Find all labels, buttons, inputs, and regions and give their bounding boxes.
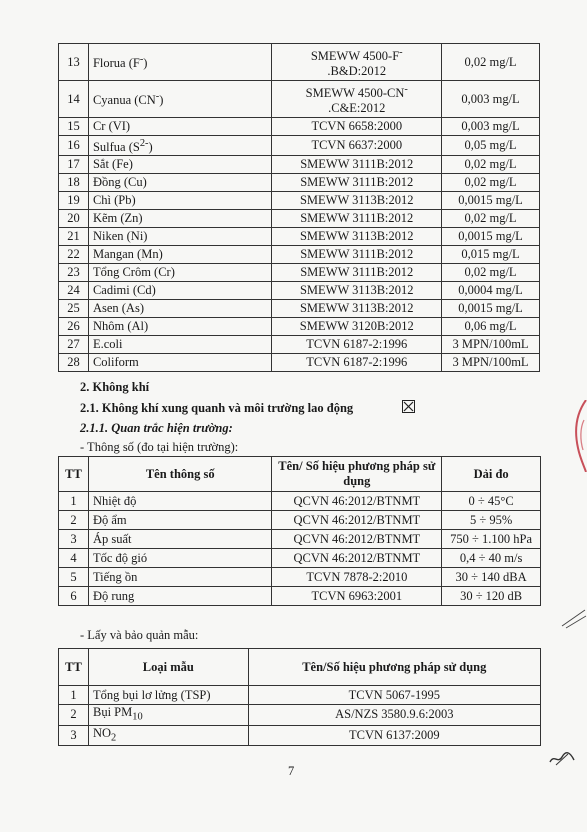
water-table-body <box>59 44 540 372</box>
sub-subsection-heading: 2.1.1. Quan trắc hiện trường: <box>80 421 233 435</box>
detection-limit: 0,0015 mg/L <box>442 300 540 318</box>
parameter-name: Tiếng ồn <box>88 568 271 587</box>
method-name: TCVN 5067-1995 <box>248 686 540 705</box>
parameter-name <box>88 246 272 264</box>
detection-limit: 0,05 mg/L <box>442 136 540 156</box>
header-range: Dải đo <box>442 457 541 492</box>
method-name: SMEWW 3113B:2012 <box>272 192 442 210</box>
method-name: SMEWW 3120B:2012 <box>272 318 442 336</box>
checked-box-icon <box>402 400 415 413</box>
parameter-text: Asen (As) <box>92 301 144 316</box>
parameter-name: Độ ẩm <box>88 511 271 530</box>
params-table-body <box>59 492 541 606</box>
measurement-range: 30 ÷ 120 dB <box>442 587 541 606</box>
sample-type-text: NO <box>92 725 112 740</box>
row-number: 26 <box>59 318 89 336</box>
row-number: 1 <box>59 686 89 705</box>
sampling-table-body <box>59 686 541 746</box>
detection-limit: 0,02 mg/L <box>442 156 540 174</box>
detection-limit: 0,0015 mg/L <box>442 192 540 210</box>
table-row <box>59 174 540 192</box>
method-name: QCVN 46:2012/BTNMT <box>272 530 442 549</box>
detection-limit: 0,02 mg/L <box>442 174 540 192</box>
method-name: TCVN 6187-2:1996 <box>272 336 442 354</box>
table-row <box>59 228 540 246</box>
method-name: TCVN 7878-2:2010 <box>272 568 442 587</box>
row-number: 20 <box>59 210 89 228</box>
parameter-text: Cadimi (Cd) <box>92 283 156 298</box>
parameter-name <box>88 118 272 136</box>
sample-type-text: Tổng bụi lơ lửng (TSP) <box>92 687 211 702</box>
row-number: 28 <box>59 354 89 372</box>
parameter-text: Coliform <box>92 355 139 370</box>
params-intro-text: - Thông số (đo tại hiện trường): <box>80 440 239 454</box>
parameter-name <box>88 136 272 156</box>
parameter-name <box>88 228 272 246</box>
header-no: TT <box>59 649 89 686</box>
row-number: 24 <box>59 282 89 300</box>
parameter-name: Tốc độ gió <box>88 549 271 568</box>
table-row <box>59 725 541 746</box>
parameter-text: E.coli <box>92 337 123 352</box>
detection-limit: 0,06 mg/L <box>442 318 540 336</box>
parameter-text: Kẽm (Zn) <box>92 211 143 226</box>
table-row <box>59 318 540 336</box>
table-row <box>59 686 541 705</box>
table-row <box>59 300 540 318</box>
parameter-text: Cr (VI) <box>92 119 131 133</box>
method-name: QCVN 46:2012/BTNMT <box>272 492 442 511</box>
table-row <box>59 354 540 372</box>
row-number: 14 <box>59 81 89 118</box>
method-name: SMEWW 3111B:2012 <box>272 210 442 228</box>
parameter-suffix: ) <box>159 93 164 108</box>
row-number: 1 <box>59 492 89 511</box>
sample-type-subscript: 10 <box>132 711 143 723</box>
row-number: 21 <box>59 228 89 246</box>
parameter-text: Niken (Ni) <box>92 229 148 244</box>
page-number: 7 <box>288 764 295 778</box>
parameter-text: Sulfua (S <box>92 140 140 155</box>
method-name: SMEWW 3113B:2012 <box>272 282 442 300</box>
detection-limit: 0,003 mg/L <box>442 118 540 136</box>
initials-signature-mark <box>548 748 576 768</box>
table-row <box>59 282 540 300</box>
table-row <box>59 549 541 568</box>
measurement-range: 750 ÷ 1.100 hPa <box>442 530 541 549</box>
method-name: SMEWW 3113B:2012 <box>272 228 442 246</box>
parameter-name <box>88 81 272 118</box>
row-number: 3 <box>59 530 89 549</box>
table-row <box>59 192 540 210</box>
parameter-name <box>88 318 272 336</box>
parameter-name <box>88 264 272 282</box>
detection-limit: 0,02 mg/L <box>442 264 540 282</box>
method-name: AS/NZS 3580.9.6:2003 <box>248 705 540 726</box>
method-name: TCVN 6658:2000 <box>272 118 442 136</box>
section-heading: 2. Không khí <box>80 380 150 394</box>
measurement-range: 0,4 ÷ 40 m/s <box>442 549 541 568</box>
method-name: TCVN 6187-2:1996 <box>272 354 442 372</box>
parameter-text: Florua (F <box>92 56 140 71</box>
sampling-methods-table <box>58 648 541 746</box>
parameter-superscript: 2- <box>139 138 149 149</box>
row-number: 6 <box>59 587 89 606</box>
row-number: 23 <box>59 264 89 282</box>
header-name: Tên thông số <box>88 457 271 492</box>
parameter-name: Áp suất <box>88 530 271 549</box>
table-row <box>59 246 540 264</box>
method-name: TCVN 6137:2009 <box>248 725 540 746</box>
method-name: QCVN 46:2012/BTNMT <box>272 511 442 530</box>
parameter-name <box>88 210 272 228</box>
parameter-superscript: - <box>155 91 160 103</box>
parameter-text: Sắt (Fe) <box>92 157 133 172</box>
table-header-row <box>59 457 541 492</box>
table-row <box>59 492 541 511</box>
parameter-text: Tổng Crôm (Cr) <box>92 265 175 280</box>
sample-type-subscript: 2 <box>111 732 117 743</box>
detection-limit: 0,0004 mg/L <box>442 282 540 300</box>
header-method: Tên/ Số hiệu phương pháp sử dụng <box>272 457 442 492</box>
row-number: 5 <box>59 568 89 587</box>
row-number: 19 <box>59 192 89 210</box>
row-number: 18 <box>59 174 89 192</box>
sample-type <box>88 725 248 746</box>
method-line1: SMEWW 4500-F <box>310 49 400 64</box>
table-row <box>59 336 540 354</box>
parameter-name <box>88 354 272 372</box>
parameter-name <box>88 300 272 318</box>
method-name: TCVN 6963:2001 <box>272 587 442 606</box>
table-row <box>59 136 540 156</box>
table-row <box>59 81 540 118</box>
row-number: 17 <box>59 156 89 174</box>
method-line2: .B&D:2012 <box>327 64 387 79</box>
detection-limit: 0,02 mg/L <box>442 44 540 81</box>
sample-type <box>88 705 248 726</box>
table-row <box>59 210 540 228</box>
detection-limit: 0,015 mg/L <box>442 246 540 264</box>
row-number: 2 <box>59 511 89 530</box>
row-number: 16 <box>59 136 89 156</box>
parameter-name <box>88 174 272 192</box>
table-row <box>59 568 541 587</box>
method-name: SMEWW 3113B:2012 <box>272 300 442 318</box>
sample-type <box>88 686 248 705</box>
table-row <box>59 264 540 282</box>
detection-limit: 0,0015 mg/L <box>442 228 540 246</box>
method-name <box>272 81 442 118</box>
table-header-row <box>59 649 541 686</box>
parameter-text: Chì (Pb) <box>92 193 136 208</box>
method-line2: .C&E:2012 <box>328 101 386 116</box>
measurement-range: 30 ÷ 140 dBA <box>442 568 541 587</box>
table-row <box>59 44 540 81</box>
parameter-text: Mangan (Mn) <box>92 247 163 262</box>
red-stamp-fragment <box>568 400 587 472</box>
sampling-intro-text: - Lấy và bảo quản mẫu: <box>80 628 199 642</box>
method-superscript: - <box>404 83 408 95</box>
sample-type-text: Bụi PM <box>92 705 133 719</box>
parameter-text: Đồng (Cu) <box>92 175 147 190</box>
detection-limit: 3 MPN/100mL <box>442 336 540 354</box>
table-row <box>59 587 541 606</box>
parameter-name: Độ rung <box>88 587 271 606</box>
header-method: Tên/Số hiệu phương pháp sử dụng <box>248 649 540 686</box>
method-name: SMEWW 3111B:2012 <box>272 246 442 264</box>
table-row <box>59 705 541 726</box>
measurement-range: 5 ÷ 95% <box>442 511 541 530</box>
detection-limit: 0,003 mg/L <box>442 81 540 118</box>
method-name: QCVN 46:2012/BTNMT <box>272 549 442 568</box>
row-number: 4 <box>59 549 89 568</box>
row-number: 27 <box>59 336 89 354</box>
parameter-name <box>88 156 272 174</box>
row-number: 25 <box>59 300 89 318</box>
method-name: SMEWW 3111B:2012 <box>272 174 442 192</box>
table-row <box>59 156 540 174</box>
parameter-suffix: ) <box>148 140 153 155</box>
row-number: 13 <box>59 44 89 81</box>
parameter-name: Nhiệt độ <box>88 492 271 511</box>
row-number: 15 <box>59 118 89 136</box>
method-superscript: - <box>399 46 403 58</box>
method-name <box>272 44 442 81</box>
method-line1: SMEWW 4500-CN <box>305 86 405 101</box>
parameter-name <box>88 282 272 300</box>
method-name: TCVN 6637:2000 <box>272 136 442 156</box>
table-row <box>59 118 540 136</box>
subsection-heading: 2.1. Không khí xung quanh và môi trường lao động <box>80 401 354 415</box>
water-methods-table <box>58 43 540 372</box>
row-number: 22 <box>59 246 89 264</box>
header-type: Loại mẫu <box>88 649 248 686</box>
table-row <box>59 530 541 549</box>
parameter-superscript: - <box>139 54 144 66</box>
parameter-name <box>88 192 272 210</box>
parameter-name <box>88 44 272 81</box>
parameter-name <box>88 336 272 354</box>
row-number: 3 <box>59 725 89 746</box>
method-name: SMEWW 3111B:2012 <box>272 156 442 174</box>
detection-limit: 0,02 mg/L <box>442 210 540 228</box>
parameter-text: Cyanua (CN <box>92 93 156 108</box>
field-parameters-table <box>58 456 541 606</box>
measurement-range: 0 ÷ 45°C <box>442 492 541 511</box>
ink-scribble-mark <box>560 606 587 630</box>
parameter-suffix: ) <box>143 56 148 71</box>
detection-limit: 3 MPN/100mL <box>442 354 540 372</box>
table-row <box>59 511 541 530</box>
row-number: 2 <box>59 705 89 726</box>
parameter-text: Nhôm (Al) <box>92 319 149 334</box>
method-name: SMEWW 3111B:2012 <box>272 264 442 282</box>
header-no: TT <box>59 457 89 492</box>
